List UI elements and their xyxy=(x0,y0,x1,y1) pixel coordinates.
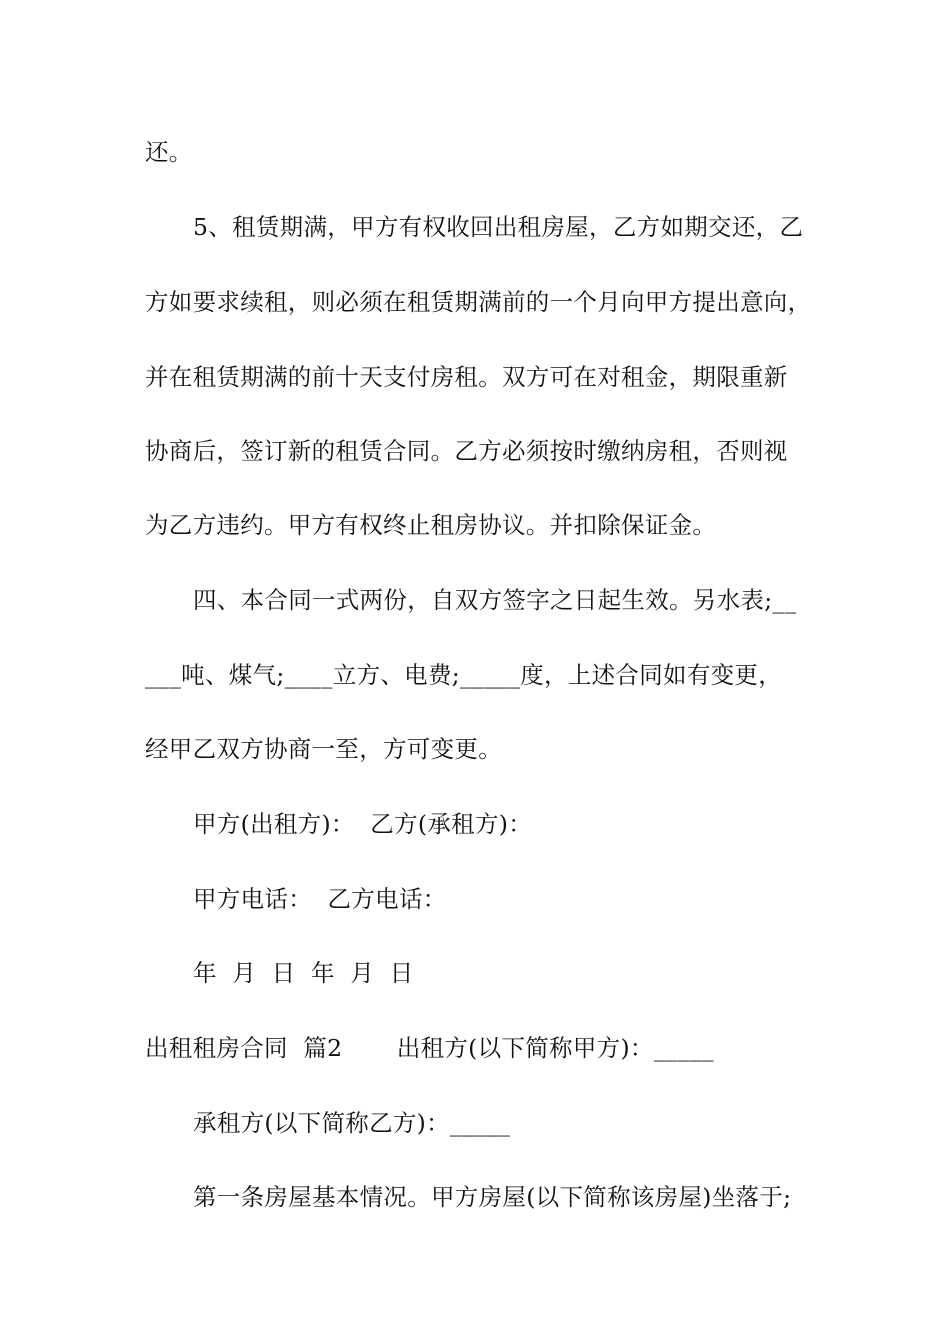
paragraph-line: ___吨、煤气;____立方、电费;_____度，上述合同如有变更， xyxy=(145,661,783,689)
paragraph-line: 为乙方违约。甲方有权终止租房协议。并扣除保证金。 xyxy=(145,511,717,539)
signature-phone-line: 甲方电话： 乙方电话： xyxy=(193,885,447,913)
paragraph-line: 5、租赁期满，甲方有权收回出租房屋，乙方如期交还，乙 xyxy=(193,213,804,241)
paragraph-line: 第一条房屋基本情况。甲方房屋(以下简称该房屋)坐落于; xyxy=(193,1183,792,1211)
paragraph-line: 并在租赁期满的前十天支付房租。双方可在对租金，期限重新 xyxy=(145,363,788,391)
section-heading-line: 出租租房合同 篇2 出租方(以下简称甲方)：_____ xyxy=(145,1034,714,1062)
paragraph-line: 协商后，签订新的租赁合同。乙方必须按时缴纳房租，否则视 xyxy=(145,437,788,465)
paragraph-line: 四、本合同一式两份，自双方签字之日起生效。另水表;__ xyxy=(193,586,797,614)
paragraph-line: 经甲乙双方协商一至，方可变更。 xyxy=(145,735,502,763)
paragraph-line: 还。 xyxy=(145,138,193,166)
paragraph-line: 方如要求续租，则必须在租赁期满前的一个月向甲方提出意向， xyxy=(145,288,812,316)
paragraph-line: 承租方(以下简称乙方)：_____ xyxy=(193,1109,511,1137)
signature-date-line: 年 月 日 年 月 日 xyxy=(193,959,414,987)
signature-party-line: 甲方(出租方)： 乙方(承租方)： xyxy=(193,810,533,838)
